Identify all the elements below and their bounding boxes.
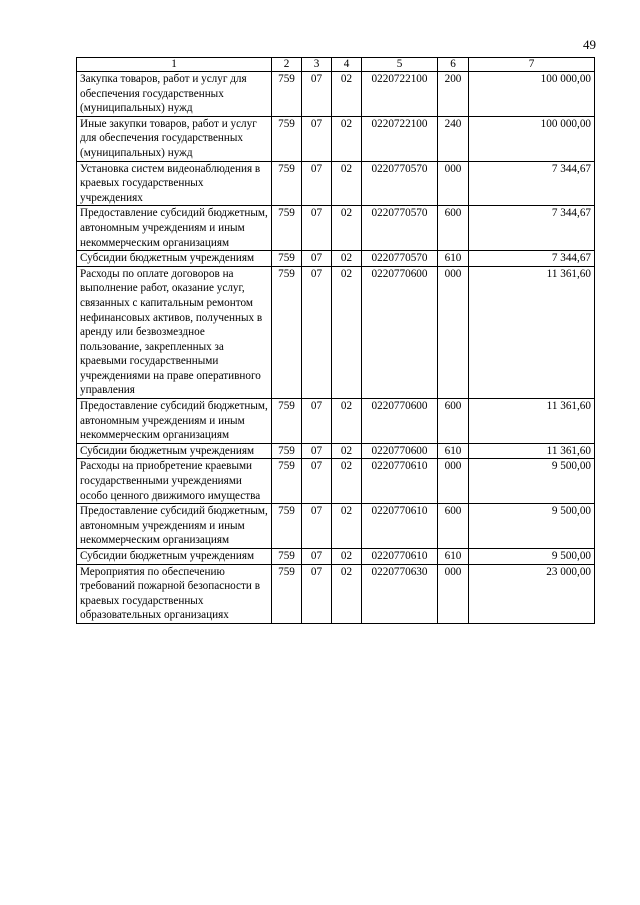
row-description: Субсидии бюджетным учреждениям bbox=[77, 549, 272, 565]
row-section-code: 07 bbox=[302, 72, 332, 117]
row-admin-code: 759 bbox=[272, 549, 302, 565]
row-description: Установка систем видеонаблюдения в краевых государственных учреждениях bbox=[77, 161, 272, 206]
row-expense-type: 000 bbox=[438, 459, 469, 504]
row-amount: 7 344,67 bbox=[469, 251, 595, 267]
row-subsection-code: 02 bbox=[332, 549, 362, 565]
row-target-article: 0220770570 bbox=[362, 206, 438, 251]
row-target-article: 0220770630 bbox=[362, 564, 438, 623]
row-description: Предоставление субсидий бюджетным, автономным учреждениям и иным некоммерческим организациям bbox=[77, 504, 272, 549]
table-row bbox=[77, 564, 595, 623]
row-amount: 100 000,00 bbox=[469, 72, 595, 117]
row-target-article: 0220770600 bbox=[362, 266, 438, 398]
row-admin-code: 759 bbox=[272, 399, 302, 444]
page-number: 49 bbox=[583, 37, 596, 52]
row-target-article: 0220770570 bbox=[362, 251, 438, 267]
row-expense-type: 000 bbox=[438, 161, 469, 206]
row-target-article: 0220770610 bbox=[362, 459, 438, 504]
row-section-code: 07 bbox=[302, 116, 332, 161]
row-admin-code: 759 bbox=[272, 564, 302, 623]
row-amount: 100 000,00 bbox=[469, 116, 595, 161]
row-amount: 23 000,00 bbox=[469, 564, 595, 623]
row-description: Предоставление субсидий бюджетным, автономным учреждениям и иным некоммерческим организациям bbox=[77, 206, 272, 251]
row-subsection-code: 02 bbox=[332, 116, 362, 161]
row-expense-type: 610 bbox=[438, 549, 469, 565]
row-expense-type: 600 bbox=[438, 504, 469, 549]
row-description: Расходы по оплате договоров на выполнение работ, оказание услуг, связанных с капитальным ремонтом нефинансовых активов, полученных в аренду или безвозмездное пользование, закрепленных за краевыми государственными учреждениями на праве оперативного управления bbox=[77, 266, 272, 398]
row-section-code: 07 bbox=[302, 443, 332, 459]
table-row bbox=[77, 459, 595, 504]
column-header-7: 7 bbox=[469, 58, 595, 72]
row-section-code: 07 bbox=[302, 549, 332, 565]
row-amount: 9 500,00 bbox=[469, 504, 595, 549]
row-subsection-code: 02 bbox=[332, 399, 362, 444]
row-section-code: 07 bbox=[302, 459, 332, 504]
row-subsection-code: 02 bbox=[332, 564, 362, 623]
column-header-3: 3 bbox=[302, 58, 332, 72]
row-admin-code: 759 bbox=[272, 72, 302, 117]
table-row bbox=[77, 116, 595, 161]
row-expense-type: 600 bbox=[438, 399, 469, 444]
row-admin-code: 759 bbox=[272, 266, 302, 398]
row-section-code: 07 bbox=[302, 564, 332, 623]
row-description: Расходы на приобретение краевыми государственными учреждениями особо ценного движимого имущества bbox=[77, 459, 272, 504]
row-admin-code: 759 bbox=[272, 206, 302, 251]
row-section-code: 07 bbox=[302, 206, 332, 251]
row-section-code: 07 bbox=[302, 266, 332, 398]
row-subsection-code: 02 bbox=[332, 459, 362, 504]
row-target-article: 0220770600 bbox=[362, 443, 438, 459]
column-header-4: 4 bbox=[332, 58, 362, 72]
row-expense-type: 000 bbox=[438, 564, 469, 623]
row-section-code: 07 bbox=[302, 504, 332, 549]
row-amount: 11 361,60 bbox=[469, 266, 595, 398]
budget-table bbox=[76, 57, 595, 624]
table-row bbox=[77, 266, 595, 398]
row-expense-type: 000 bbox=[438, 266, 469, 398]
table-header-row bbox=[77, 58, 595, 72]
row-amount: 11 361,60 bbox=[469, 443, 595, 459]
row-amount: 7 344,67 bbox=[469, 206, 595, 251]
table-row bbox=[77, 399, 595, 444]
row-amount: 7 344,67 bbox=[469, 161, 595, 206]
row-expense-type: 240 bbox=[438, 116, 469, 161]
row-section-code: 07 bbox=[302, 251, 332, 267]
row-subsection-code: 02 bbox=[332, 443, 362, 459]
row-expense-type: 610 bbox=[438, 251, 469, 267]
row-target-article: 0220770610 bbox=[362, 549, 438, 565]
row-description: Иные закупки товаров, работ и услуг для обеспечения государственных (муниципальных) нужд bbox=[77, 116, 272, 161]
column-header-5: 5 bbox=[362, 58, 438, 72]
row-amount: 11 361,60 bbox=[469, 399, 595, 444]
row-target-article: 0220770600 bbox=[362, 399, 438, 444]
row-admin-code: 759 bbox=[272, 459, 302, 504]
row-description: Предоставление субсидий бюджетным, автономным учреждениям и иным некоммерческим организациям bbox=[77, 399, 272, 444]
row-admin-code: 759 bbox=[272, 251, 302, 267]
column-header-2: 2 bbox=[272, 58, 302, 72]
row-admin-code: 759 bbox=[272, 161, 302, 206]
row-description: Субсидии бюджетным учреждениям bbox=[77, 443, 272, 459]
row-description: Закупка товаров, работ и услуг для обеспечения государственных (муниципальных) нужд bbox=[77, 72, 272, 117]
row-subsection-code: 02 bbox=[332, 161, 362, 206]
row-admin-code: 759 bbox=[272, 116, 302, 161]
column-header-1: 1 bbox=[77, 58, 272, 72]
table-row bbox=[77, 549, 595, 565]
row-amount: 9 500,00 bbox=[469, 549, 595, 565]
row-admin-code: 759 bbox=[272, 443, 302, 459]
row-subsection-code: 02 bbox=[332, 266, 362, 398]
row-target-article: 0220722100 bbox=[362, 116, 438, 161]
table-row bbox=[77, 504, 595, 549]
row-expense-type: 200 bbox=[438, 72, 469, 117]
row-expense-type: 610 bbox=[438, 443, 469, 459]
row-subsection-code: 02 bbox=[332, 251, 362, 267]
row-amount: 9 500,00 bbox=[469, 459, 595, 504]
table-row bbox=[77, 206, 595, 251]
column-header-6: 6 bbox=[438, 58, 469, 72]
row-target-article: 0220722100 bbox=[362, 72, 438, 117]
row-subsection-code: 02 bbox=[332, 72, 362, 117]
row-expense-type: 600 bbox=[438, 206, 469, 251]
table-row bbox=[77, 443, 595, 459]
row-subsection-code: 02 bbox=[332, 504, 362, 549]
row-target-article: 0220770610 bbox=[362, 504, 438, 549]
table-row bbox=[77, 161, 595, 206]
row-section-code: 07 bbox=[302, 399, 332, 444]
row-description: Мероприятия по обеспечению требований пожарной безопасности в краевых государственных образовательных организациях bbox=[77, 564, 272, 623]
table-row bbox=[77, 72, 595, 117]
row-subsection-code: 02 bbox=[332, 206, 362, 251]
row-admin-code: 759 bbox=[272, 504, 302, 549]
row-section-code: 07 bbox=[302, 161, 332, 206]
row-description: Субсидии бюджетным учреждениям bbox=[77, 251, 272, 267]
table-row bbox=[77, 251, 595, 267]
row-target-article: 0220770570 bbox=[362, 161, 438, 206]
